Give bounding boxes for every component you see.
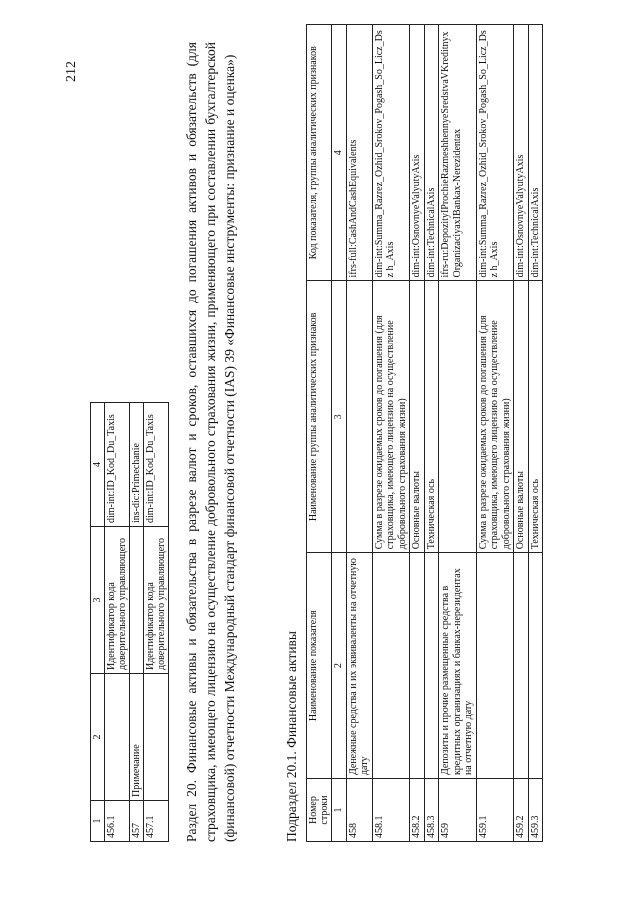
continuation-table <box>90 402 169 842</box>
rotated-page <box>60 12 580 892</box>
column-number: 2 <box>332 553 347 779</box>
subsection-heading: Подраздел 20.1. Финансовые активы <box>284 631 299 842</box>
table-row <box>105 403 130 842</box>
table-row <box>144 403 169 842</box>
section-heading: Раздел 20. Финансовые активы и обязательства в разрезе валют и сроков, оставшихся до погашения активов и обязательств (для страховщика, имеющего лицензию на осуществление добровольного страхования жизни, применяющего при составлении бухгалтерской (финансовой) отчетности Международный стандарт финансовой отчетности (IAS) 39 «Финансовые инструменты: признание и оценка») <box>184 42 237 842</box>
column-header-code: Код показателя, группы аналитических признаков <box>307 25 332 281</box>
indicator-code: ins-dic:Primechanie <box>130 403 144 527</box>
analytic-group-name: Сумма в разрезе ожидаемых сроков до погашения (для страховщика, имеющего лицензию на осуществление добровольного страхования жизни) <box>476 281 514 553</box>
indicator-code: dim-int:OsnovnyeValyutyAxis <box>514 25 529 281</box>
table-row <box>372 25 410 842</box>
table-row <box>514 25 529 842</box>
row-number: 458.1 <box>372 779 410 842</box>
column-number: 3 <box>332 281 347 553</box>
indicator-name <box>424 553 439 779</box>
financial-assets-table <box>306 24 543 842</box>
header-cell: 1 <box>91 801 105 842</box>
row-number: 459.3 <box>528 779 543 842</box>
table-row <box>424 25 439 842</box>
table-row <box>476 25 514 842</box>
column-header-row-number: Номер строки <box>307 779 332 842</box>
header-cell: 4 <box>91 403 105 527</box>
table-row <box>528 25 543 842</box>
row-number: 457.1 <box>144 801 169 842</box>
row-number: 458 <box>346 779 372 842</box>
indicator-name <box>528 553 543 779</box>
table-row <box>439 25 477 842</box>
header-cell: 2 <box>91 674 105 801</box>
analytic-group-name <box>346 281 372 553</box>
indicator-code: dim-int:OsnovnyeValyutyAxis <box>410 25 425 281</box>
column-number: 4 <box>332 25 347 281</box>
table-row <box>346 25 372 842</box>
indicator-code: ifrs-ru:DepozityIProchieRazmeshhennyeSredstvaVKreditnyx OrganizaciyaxIBankax-Nerezidentax <box>439 25 477 281</box>
table-header-row <box>91 403 105 842</box>
analytic-group-name: Идентификатор кода доверительного управляющего <box>105 527 130 674</box>
indicator-name <box>514 553 529 779</box>
row-number: 459 <box>439 779 477 842</box>
row-number: 456.1 <box>105 801 130 842</box>
row-number: 458.2 <box>410 779 425 842</box>
indicator-name <box>144 674 169 801</box>
indicator-code: dim-int:TechnicalAxis <box>424 25 439 281</box>
row-number: 459.1 <box>476 779 514 842</box>
analytic-group-name: Основные валюты <box>514 281 529 553</box>
row-number: 457 <box>130 801 144 842</box>
indicator-name <box>372 553 410 779</box>
indicator-name <box>410 553 425 779</box>
column-number: 1 <box>332 779 347 842</box>
indicator-name <box>105 674 130 801</box>
analytic-group-name: Техническая ось <box>528 281 543 553</box>
indicator-code: dim-int:ID_Kod_Du_Taxis <box>144 403 169 527</box>
header-cell: 3 <box>91 527 105 674</box>
column-header-analytic-group: Наименование группы аналитических признаков <box>307 281 332 553</box>
indicator-code: dim-int:Summa_Razrez_Ozhid_Srokov_Pogash_So_Licz_Dsz h_Axis <box>372 25 410 281</box>
indicator-name: Денежные средства и их эквиваленты на отчетную дату <box>346 553 372 779</box>
analytic-group-name: Основные валюты <box>410 281 425 553</box>
row-number: 458.3 <box>424 779 439 842</box>
indicator-code: dim-int:ID_Kod_Du_Taxis <box>105 403 130 527</box>
indicator-code: dim-int:Summa_Razrez_Ozhid_Srokov_Pogash_So_Licz_Dsz h_Axis <box>476 25 514 281</box>
analytic-group-name: Сумма в разрезе ожидаемых сроков до погашения (для страховщика, имеющего лицензию на осуществление добровольного страхования жизни) <box>372 281 410 553</box>
analytic-group-name <box>439 281 477 553</box>
row-number: 459.2 <box>514 779 529 842</box>
indicator-name: Примечание <box>130 674 144 801</box>
analytic-group-name: Идентификатор кода доверительного управляющего <box>144 527 169 674</box>
table-row <box>130 403 144 842</box>
table-row <box>410 25 425 842</box>
column-header-indicator-name: Наименование показателя <box>307 553 332 779</box>
indicator-code: ifrs-full:CashAndCashEquivalents <box>346 25 372 281</box>
indicator-name <box>476 553 514 779</box>
page-number: 212 <box>64 61 79 82</box>
table-header-row <box>307 25 332 842</box>
analytic-group-name: Техническая ось <box>424 281 439 553</box>
indicator-code: dim-int:TechnicalAxis <box>528 25 543 281</box>
analytic-group-name <box>130 527 144 674</box>
column-number-row <box>332 25 347 842</box>
indicator-name: Депозиты и прочие размещенные средства в кредитных организациях и банках-нерезидентах на отчетную дату <box>439 553 477 779</box>
